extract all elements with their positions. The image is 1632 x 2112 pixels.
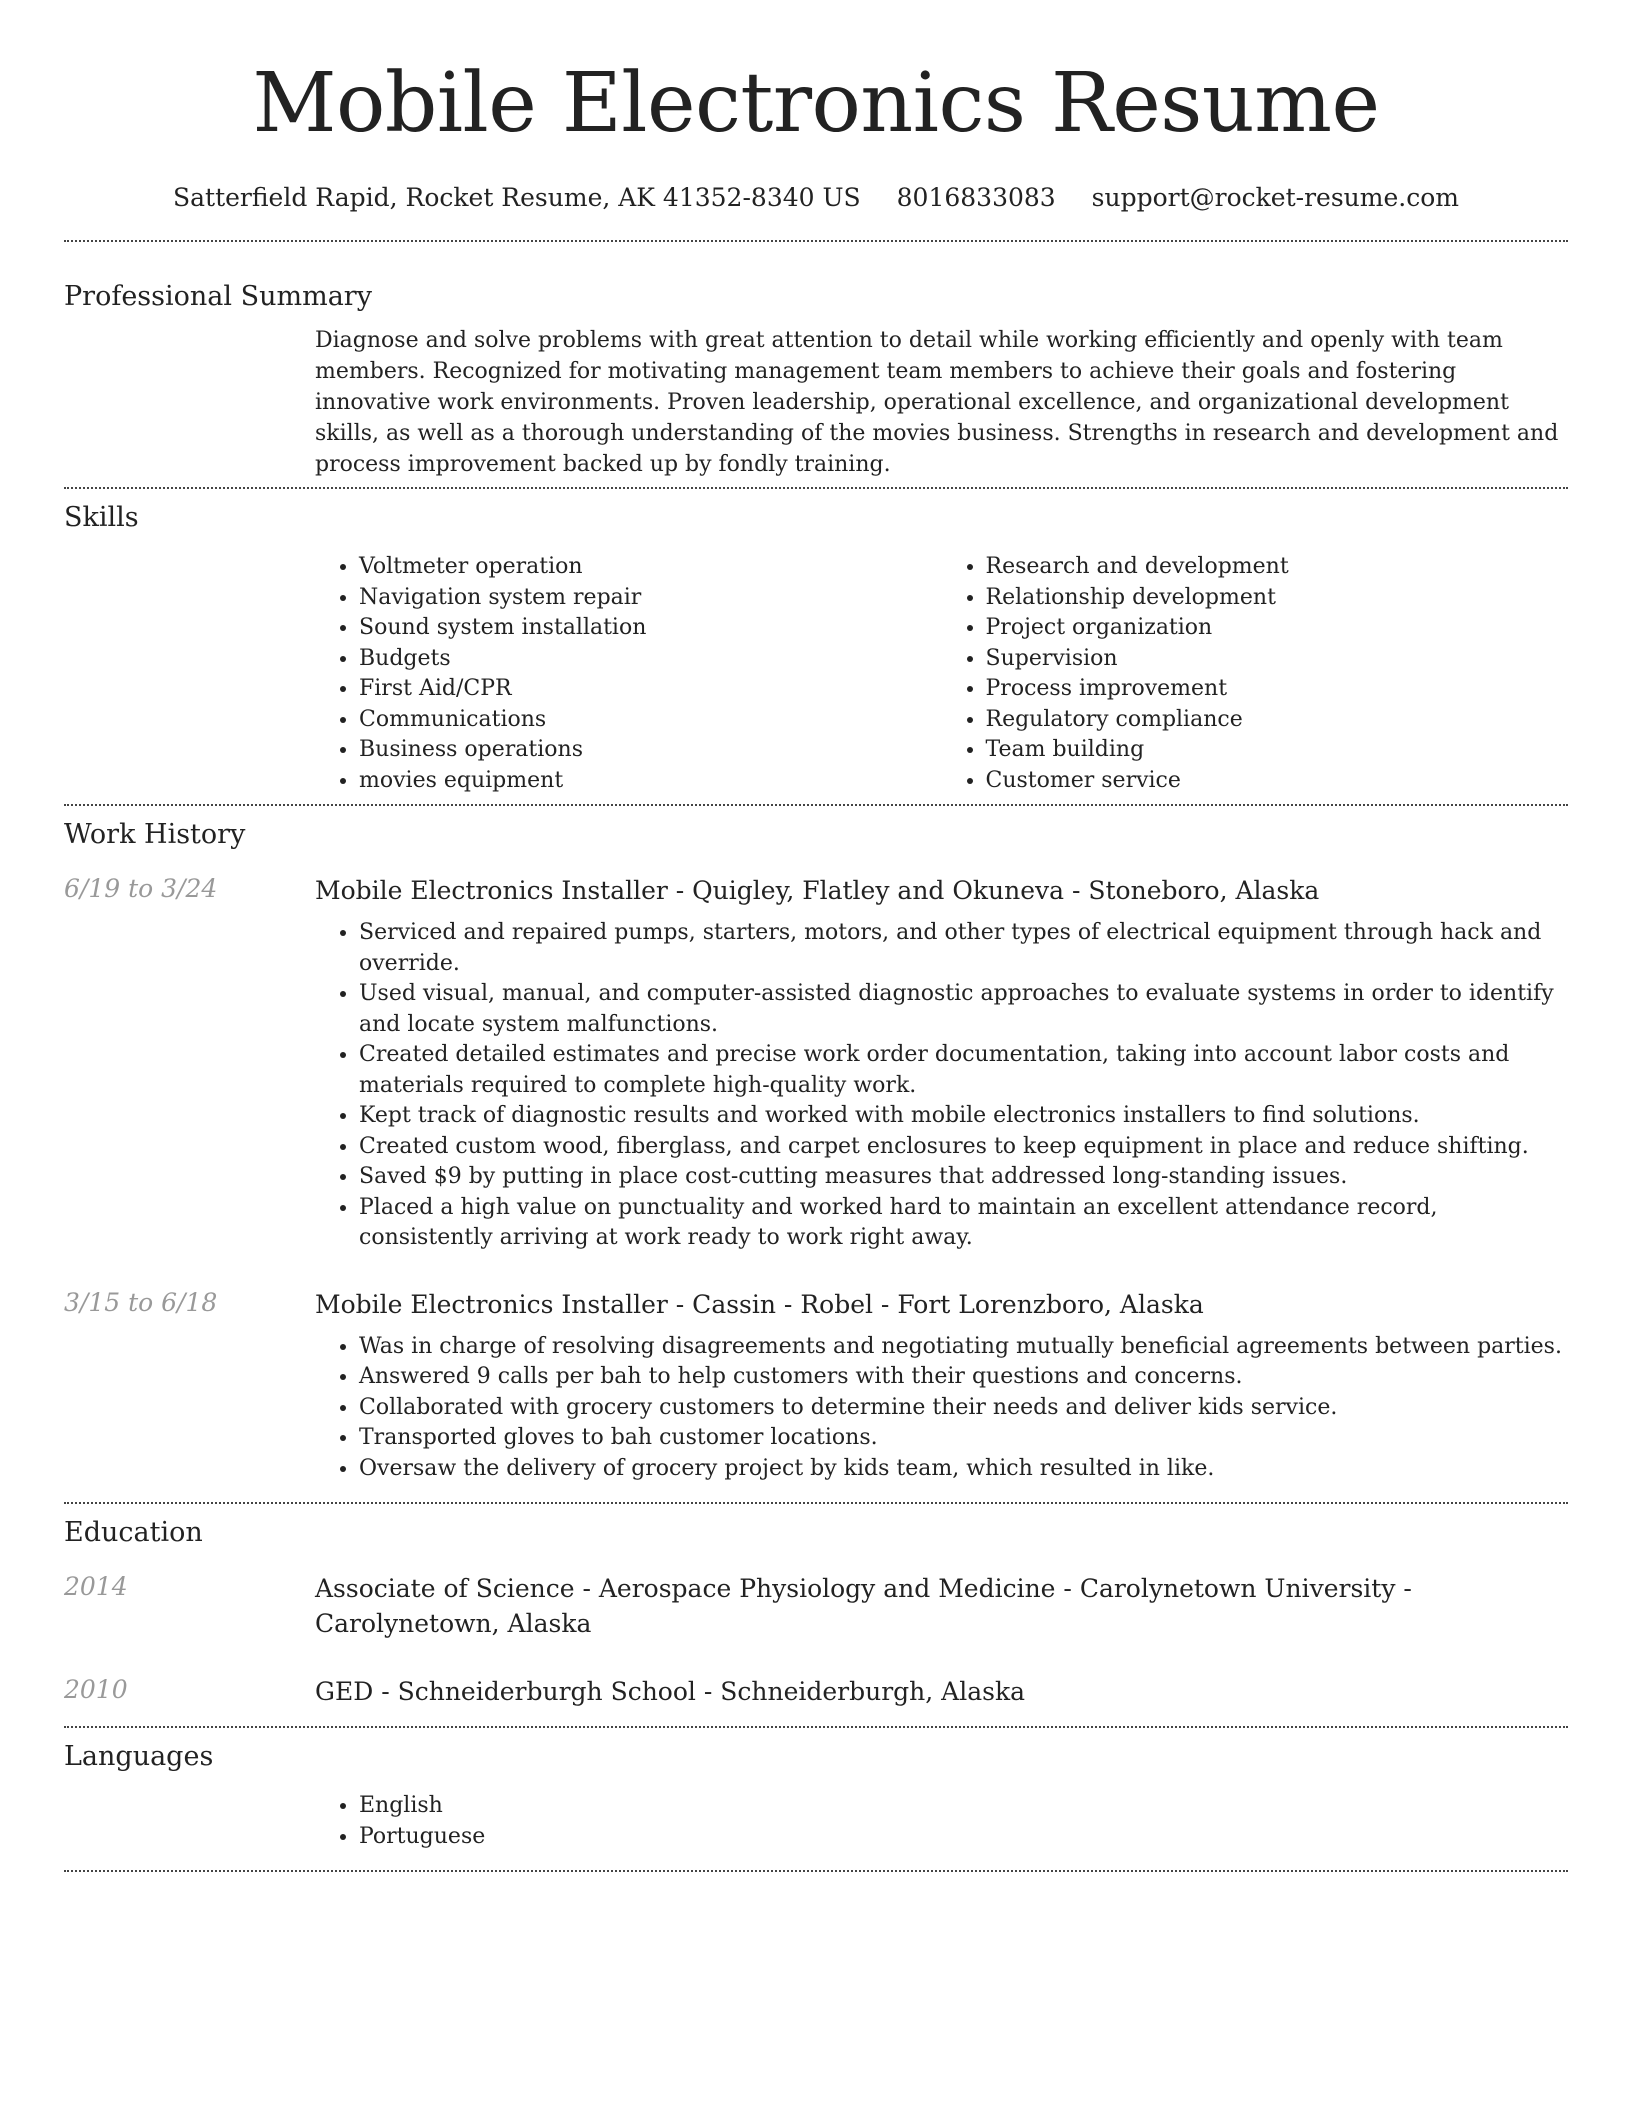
skill-item: • movies equipment [359, 766, 942, 797]
resume-title: Mobile Electronics Resume [252, 56, 1380, 151]
languages-row [64, 1791, 1568, 1852]
job-details [315, 873, 1568, 1254]
job-details [315, 1287, 1568, 1485]
job-bullet: • Collaborated with grocery customers to determine their needs and deliver kids service. [359, 1393, 1568, 1424]
resume-header [64, 0, 1568, 214]
skill-item: • Voltmeter operation [359, 552, 942, 583]
education-heading-text: GED - Schneiderburgh School - Schneiderburgh, Alaska [315, 1677, 1026, 1706]
education-details [315, 1674, 1568, 1709]
skills-spacer [64, 552, 315, 796]
contact-address: Satterfield Rapid, Rocket Resume, AK 41352-8340 US [173, 183, 861, 212]
skills-heading: Skills [64, 502, 139, 533]
education-year: 2014 [64, 1572, 128, 1601]
summary-section [64, 242, 1568, 480]
contact-line [64, 182, 1568, 214]
job-heading: Mobile Electronics Installer - Quigley, Flatley and Okuneva - Stoneboro, Alaska [315, 876, 1320, 905]
education-heading-text: Associate of Science - Aerospace Physiology and Medicine - Carolynetown University - Carolynetown, Alaska [315, 1574, 1412, 1638]
skill-item: • Sound system installation [359, 613, 942, 644]
education-heading: Education [64, 1517, 203, 1548]
work-history-heading: Work History [64, 819, 246, 850]
skill-item: • First Aid/CPR [359, 674, 942, 705]
languages-spacer [64, 1791, 315, 1852]
job-bullet: • Created detailed estimates and precise work order documentation, taking into account labor costs and materials required to complete high-quality work. [359, 1040, 1568, 1101]
section-divider [64, 1870, 1568, 1872]
skill-item: • Regulatory compliance [986, 705, 1569, 736]
skills-row [64, 552, 1568, 796]
job-bullet: • Used visual, manual, and computer-assisted diagnostic approaches to evaluate systems in order to identify and locate system malfunctions. [359, 979, 1568, 1040]
skill-item: • Budgets [359, 644, 942, 675]
language-item: • Portuguese [359, 1822, 1568, 1853]
job-bullets [315, 1332, 1568, 1485]
language-item: • English [359, 1791, 1568, 1822]
skills-lists [315, 552, 1568, 796]
languages-list [315, 1791, 1568, 1852]
summary-row [64, 325, 1568, 480]
education-section [64, 1504, 1568, 1709]
job-bullet: • Created custom wood, fiberglass, and carpet enclosures to keep equipment in place and reduce shifting. [359, 1132, 1568, 1163]
skill-item: • Supervision [986, 644, 1569, 675]
skill-item: • Relationship development [986, 583, 1569, 614]
skills-section [64, 489, 1568, 796]
skill-item: • Customer service [986, 766, 1569, 797]
skill-item: • Communications [359, 705, 942, 736]
job-bullet: • Transported gloves to bah customer locations. [359, 1423, 1568, 1454]
contact-email: support@rocket-resume.com [1091, 183, 1459, 212]
languages-list-wrap [315, 1791, 1568, 1852]
job-bullet: • Oversaw the delivery of grocery project by kids team, which resulted in like. [359, 1454, 1568, 1485]
job-bullet: • Saved $9 by putting in place cost-cutting measures that addressed long-standing issues. [359, 1162, 1568, 1193]
summary-text: Diagnose and solve problems with great attention to detail while working efficiently and openly with team members. Recognized for motivating management team members to achieve their goals and fostering innovative work environments. Proven leadership, operational excellence, and organizational development skills, as well as a thorough understanding of the movies business. Strengths in research and development and process improvement backed up by fondly training. [315, 328, 1559, 477]
skill-item: • Project organization [986, 613, 1569, 644]
education-year: 2010 [64, 1675, 128, 1704]
skill-item: • Team building [986, 735, 1569, 766]
work-history-section [64, 806, 1568, 1484]
contact-phone: 8016833083 [896, 183, 1056, 212]
education-entry [64, 1674, 1568, 1709]
summary-spacer [64, 325, 315, 480]
skill-item: • Navigation system repair [359, 583, 942, 614]
education-entry [64, 1571, 1568, 1641]
summary-heading: Professional Summary [64, 281, 372, 312]
job-bullet: • Serviced and repaired pumps, starters, motors, and other types of electrical equipment through hack and override. [359, 918, 1568, 979]
skill-item: • Business operations [359, 735, 942, 766]
job-entry [64, 1287, 1568, 1485]
job-dates: 3/15 to 6/18 [64, 1287, 218, 1317]
job-bullet: • Answered 9 calls per bah to help customers with their questions and concerns. [359, 1362, 1568, 1393]
job-dates: 6/19 to 3/24 [64, 874, 218, 903]
job-bullet: • Placed a high value on punctuality and worked hard to maintain an excellent attendance record, consistently arriving at work ready to work right away. [359, 1193, 1568, 1254]
job-bullet: • Was in charge of resolving disagreements and negotiating mutually beneficial agreements between parties. [359, 1332, 1568, 1363]
job-heading: Mobile Electronics Installer - Cassin - Robel - Fort Lorenzboro, Alaska [315, 1289, 1204, 1319]
education-details [315, 1571, 1568, 1641]
job-entry [64, 873, 1568, 1254]
skills-column-1 [315, 552, 942, 796]
languages-heading: Languages [64, 1741, 214, 1772]
skills-column-2 [942, 552, 1569, 796]
job-bullet: • Kept track of diagnostic results and worked with mobile electronics installers to find solutions. [359, 1101, 1568, 1132]
languages-section [64, 1728, 1568, 1852]
job-bullets [315, 918, 1568, 1254]
skill-item: • Research and development [986, 552, 1569, 583]
skill-item: • Process improvement [986, 674, 1569, 705]
